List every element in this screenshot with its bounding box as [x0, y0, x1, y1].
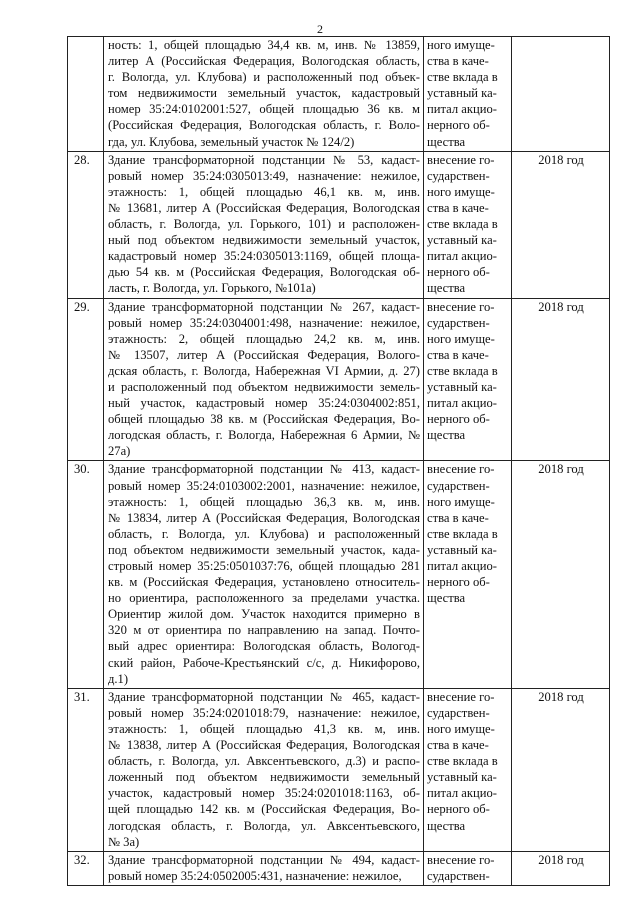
table-row: [68, 298, 610, 461]
method-line: внесение го-: [427, 152, 495, 167]
method-line: стве вклада в: [427, 363, 498, 378]
description-line: кадастровый номер 35:24:0305013:1169, общей площа-: [108, 249, 420, 264]
method-line: сударствен-: [427, 168, 490, 183]
row-number: 31.: [68, 688, 104, 851]
method-line: ного имуще-: [427, 184, 495, 199]
description-line: область, г. Вологда, ул. Авксентьевского, д.3) и распо-: [108, 754, 420, 769]
description-line: логодская область, г. Вологда, ул. Авксентьевского,: [108, 818, 420, 833]
method-line: ного имуще-: [427, 721, 495, 736]
method-line: нерного об-: [427, 802, 490, 817]
row-number: 30.: [68, 461, 104, 688]
method-line: уставный ка-: [427, 770, 497, 785]
privatization-method: [424, 151, 512, 298]
description-line: стровый номер 35:25:0501037:76, общей площадью 281: [108, 559, 420, 573]
privatization-year: 2018 год: [512, 298, 610, 461]
method-line: сударствен-: [427, 705, 490, 720]
method-line: сударствен-: [427, 478, 490, 493]
object-description: [104, 688, 424, 851]
object-description: [104, 461, 424, 688]
method-line: сударствен-: [427, 315, 490, 330]
description-line: ный под объектом недвижимости земельный участок,: [108, 233, 420, 248]
method-line: внесение го-: [427, 462, 495, 477]
description-line: ность: 1, общей площадью 34,4 кв. м, инв. № 13859,: [108, 38, 420, 52]
method-line: ства в каче-: [427, 347, 489, 362]
description-line: 320 м от ориентира по направлению на запад. Почто-: [108, 623, 420, 638]
object-description: [104, 851, 424, 885]
description-line: ласть, г. Вологда, ул. Горького, №101а): [108, 281, 316, 296]
method-line: уставный ка-: [427, 86, 497, 101]
method-line: ного имуще-: [427, 38, 495, 52]
description-line: область, г. Вологда, ул. Клубова) и расположенный: [108, 526, 420, 541]
method-line: нерного об-: [427, 265, 490, 280]
method-line: сударствен-: [427, 868, 490, 883]
method-line: питал акцио-: [427, 102, 497, 117]
description-line: литер А (Российская Федерация, Вологодская область,: [108, 54, 420, 69]
method-line: щества: [427, 591, 466, 606]
method-line: ства в каче-: [427, 510, 489, 525]
method-line: щества: [427, 428, 466, 443]
description-line: д.1): [108, 671, 129, 686]
privatization-method: [424, 851, 512, 885]
method-line: внесение го-: [427, 852, 495, 867]
description-line: ложенный под объектом недвижимости земельный: [108, 770, 420, 785]
description-line: дская область, г. Вологда, Набережная VI Армии, д. 27): [108, 363, 420, 378]
method-line: нерного об-: [427, 575, 490, 590]
method-line: питал акцио-: [427, 396, 497, 411]
description-line: № 13834, литер А (Российская Федерация, Вологодская: [108, 510, 420, 525]
description-line: ровый номер 35:24:0201018:79, назначение: нежилое,: [108, 705, 420, 720]
privatization-year: [512, 37, 610, 152]
description-line: ский район, Рабоче-Крестьянский с/с, д. Никифорово,: [108, 655, 420, 670]
description-line: № 13681, литер А (Российская Федерация, Вологодская: [108, 200, 420, 215]
row-number: 29.: [68, 298, 104, 461]
method-line: внесение го-: [427, 689, 495, 704]
table-row: [68, 37, 610, 152]
description-line: ровый номер 35:24:0304001:498, назначение: нежилое,: [108, 315, 420, 330]
method-line: уставный ка-: [427, 233, 497, 248]
method-line: щества: [427, 281, 466, 296]
description-line: ровый номер 35:24:0103002:2001, назначение: нежилое,: [108, 478, 420, 493]
method-line: нерного об-: [427, 118, 490, 133]
description-line: Здание трансформаторной подстанции № 413, кадаст-: [108, 462, 420, 477]
description-line: кв. м (Российская Федерация, установлено относитель-: [108, 575, 420, 590]
description-line: вый адрес ориентира: Вологодская область, Вологод-: [108, 639, 420, 654]
description-line: ровый номер 35:24:0502005:431, назначение: нежилое,: [108, 868, 402, 883]
description-line: № 3а): [108, 834, 140, 849]
table-row: [68, 151, 610, 298]
description-line: ровый номер 35:24:0305013:49, назначение: нежилое,: [108, 168, 420, 183]
description-line: логодская область, г. Вологда, Набережная 6 Армии, №: [108, 428, 420, 443]
method-line: питал акцио-: [427, 249, 497, 264]
row-number: 32.: [68, 851, 104, 885]
description-line: и расположенный под объектом недвижимости земель-: [108, 379, 420, 394]
description-line: участок, кадастровый номер 35:24:0201018:1163, об-: [108, 786, 420, 801]
description-line: под объектом недвижимости земельный участок, када-: [108, 542, 420, 557]
description-line: щей площадью 142 кв. м (Российская Федерация, Во-: [108, 802, 420, 817]
description-line: ный участок, кадастровый номер 35:24:0304002:851,: [108, 396, 420, 411]
property-table-body: [68, 37, 610, 886]
description-line: № 13838, литер А (Российская Федерация, Вологодская: [108, 738, 420, 753]
method-line: внесение го-: [427, 299, 495, 314]
object-description: [104, 37, 424, 152]
description-line: этажность: 1, общей площадью 36,3 кв. м, инв.: [108, 494, 420, 509]
description-line: № 13507, литер А (Российская Федерация, Волого-: [108, 347, 420, 362]
description-line: Здание трансформаторной подстанции № 465, кадаст-: [108, 689, 420, 704]
privatization-year: 2018 год: [512, 461, 610, 688]
description-line: Здание трансформаторной подстанции № 267, кадаст-: [108, 299, 420, 314]
method-line: питал акцио-: [427, 559, 497, 573]
property-table: [67, 36, 610, 886]
privatization-method: [424, 298, 512, 461]
privatization-method: [424, 461, 512, 688]
description-line: этажность: 2, общей площадью 24,2 кв. м, инв.: [108, 331, 420, 346]
method-line: стве вклада в: [427, 754, 498, 769]
description-line: общей площадью 38 кв. м (Российская Федерация, Во-: [108, 412, 420, 427]
description-line: Здание трансформаторной подстанции № 494, кадаст-: [108, 852, 420, 867]
row-number: [68, 37, 104, 152]
description-line: 27а): [108, 444, 131, 459]
privatization-year: 2018 год: [512, 851, 610, 885]
method-line: щества: [427, 818, 466, 833]
description-line: этажность: 1, общей площадью 41,3 кв. м, инв.: [108, 721, 420, 736]
method-line: ства в каче-: [427, 54, 489, 69]
table-row: [68, 688, 610, 851]
description-line: гда, ул. Клубова, земельный участок № 124/2): [108, 134, 355, 149]
page-number: 2: [317, 22, 323, 36]
row-number: 28.: [68, 151, 104, 298]
description-line: область, г. Вологда, ул. Горького, 101) и расположен-: [108, 217, 420, 232]
table-row: [68, 851, 610, 885]
object-description: [104, 151, 424, 298]
description-line: г. Вологда, ул. Клубова) и расположенный под объек-: [108, 70, 420, 85]
method-line: стве вклада в: [427, 70, 498, 85]
object-description: [104, 298, 424, 461]
description-line: Здание трансформаторной подстанции № 53, кадаст-: [108, 152, 420, 167]
description-line: Ориентир жилой дом. Участок находится примерно в: [108, 607, 420, 622]
method-line: ного имуще-: [427, 331, 495, 346]
method-line: щества: [427, 134, 466, 149]
privatization-year: 2018 год: [512, 151, 610, 298]
table-row: [68, 461, 610, 688]
description-line: дью 54 кв. м (Российская Федерация, Вологодская об-: [108, 265, 420, 280]
method-line: ства в каче-: [427, 200, 489, 215]
description-line: том недвижимости земельный участок, кадастровый: [108, 86, 420, 101]
method-line: стве вклада в: [427, 217, 498, 232]
description-line: номер 35:24:0102001:527, общей площадью 36 кв. м: [108, 102, 420, 117]
description-line: этажность: 1, общей площадью 46,1 кв. м, инв.: [108, 184, 420, 199]
method-line: ного имуще-: [427, 494, 495, 509]
method-line: нерного об-: [427, 412, 490, 427]
privatization-year: 2018 год: [512, 688, 610, 851]
method-line: стве вклада в: [427, 526, 498, 541]
method-line: уставный ка-: [427, 542, 497, 557]
description-line: (Российская Федерация, Вологодская область, г. Воло-: [108, 118, 420, 133]
privatization-method: [424, 688, 512, 851]
description-line: но ориентира, расположенного за пределами участка.: [108, 591, 420, 606]
method-line: питал акцио-: [427, 786, 497, 801]
method-line: уставный ка-: [427, 379, 497, 394]
method-line: ства в каче-: [427, 738, 489, 753]
privatization-method: [424, 37, 512, 152]
